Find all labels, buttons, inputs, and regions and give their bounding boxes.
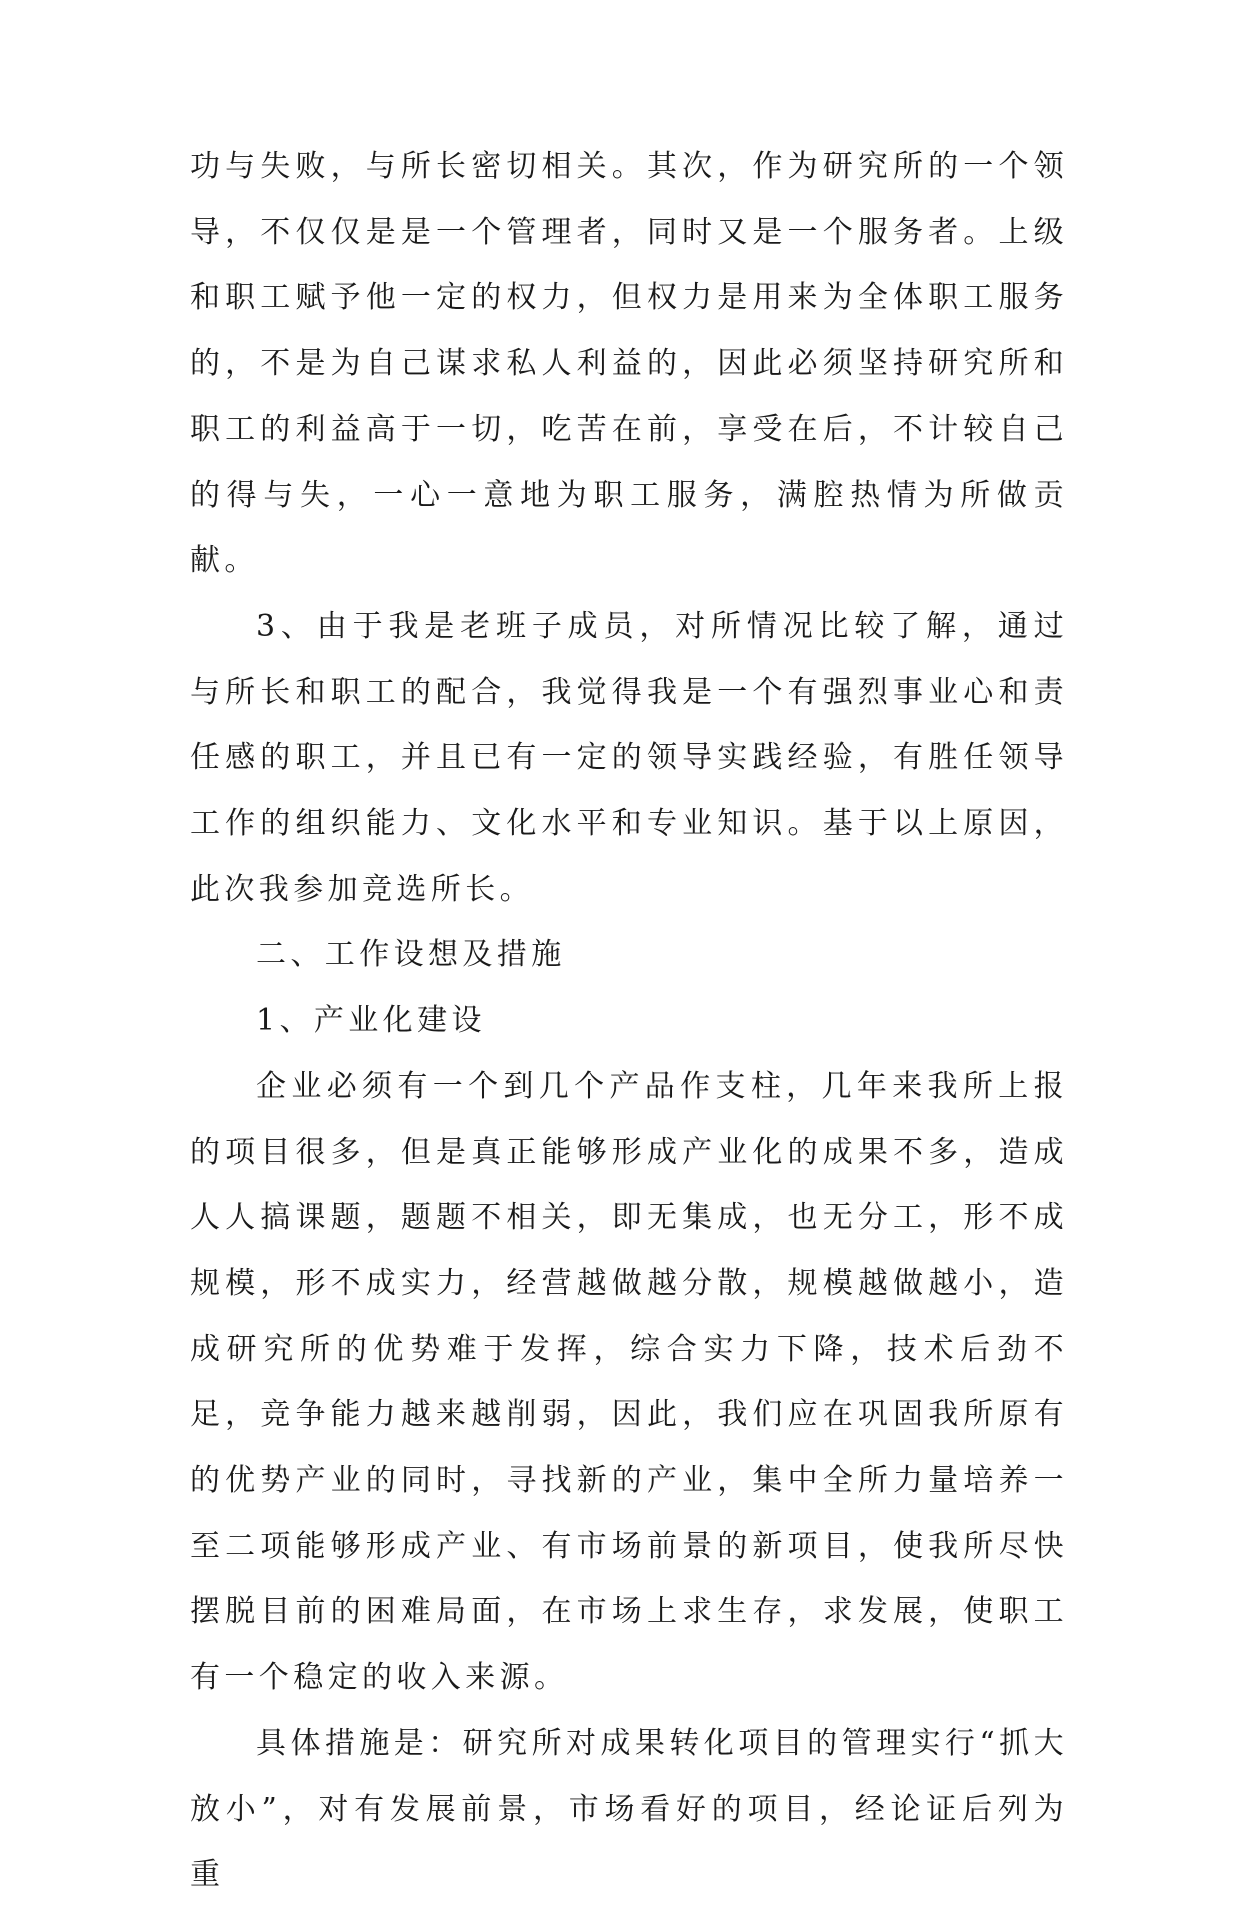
paragraph-industrialization: 企业必须有一个到几个产品作支柱，几年来我所上报的项目很多，但是真正能够形成产业化的成果不多，造成人人搞课题，题题不相关，即无集成，也无分工，形不成规模，形不成实力，经营越做越分散，规模越做越小，造成研究所的优势难于发挥，综合实力下降，技术后劲不足，竞争能力越来越削弱，因此，我们应在巩固我所原有的优势产业的同时，寻找新的产业，集中全所力量培养一至二项能够形成产业、有市场前景的新项目，使我所尽快摆脱目前的困难局面，在市场上求生存，求发展，使职工有一个稳定的收入来源。 bbox=[190, 1068, 1068, 1696]
paragraph-continuation: 功与失败，与所长密切相关。其次，作为研究所的一个领导，不仅仅是是一个管理者，同时又是一个服务者。上级和职工赋予他一定的权力，但权力是用来为全体职工服务的，不是为自己谋求私人利益的，因此必须坚持研究所和职工的利益高于一切，吃苦在前，享受在后，不计较自己的得与失，一心一意地为职工服务，满腔热情为所做贡献。 bbox=[190, 149, 1068, 579]
paragraph-point-3: 3、由于我是老班子成员，对所情况比较了解，通过与所长和职工的配合，我觉得我是一个有强烈事业心和责任感的职工，并且已有一定的领导实践经验，有胜任领导工作的组织能力、文化水平和专业知识。基于以上原因，此次我参加竞选所长。 bbox=[190, 608, 1068, 907]
section-heading: 二、工作设想及措施 bbox=[256, 937, 566, 973]
paragraph-measures: 具体措施是：研究所对成果转化项目的管理实行“抓大放小”，对有发展前景，市场看好的项目，经论证后列为重 bbox=[190, 1725, 1068, 1893]
subsection-heading: 1、产业化建设 bbox=[256, 1003, 486, 1039]
document-body bbox=[190, 134, 1068, 1908]
